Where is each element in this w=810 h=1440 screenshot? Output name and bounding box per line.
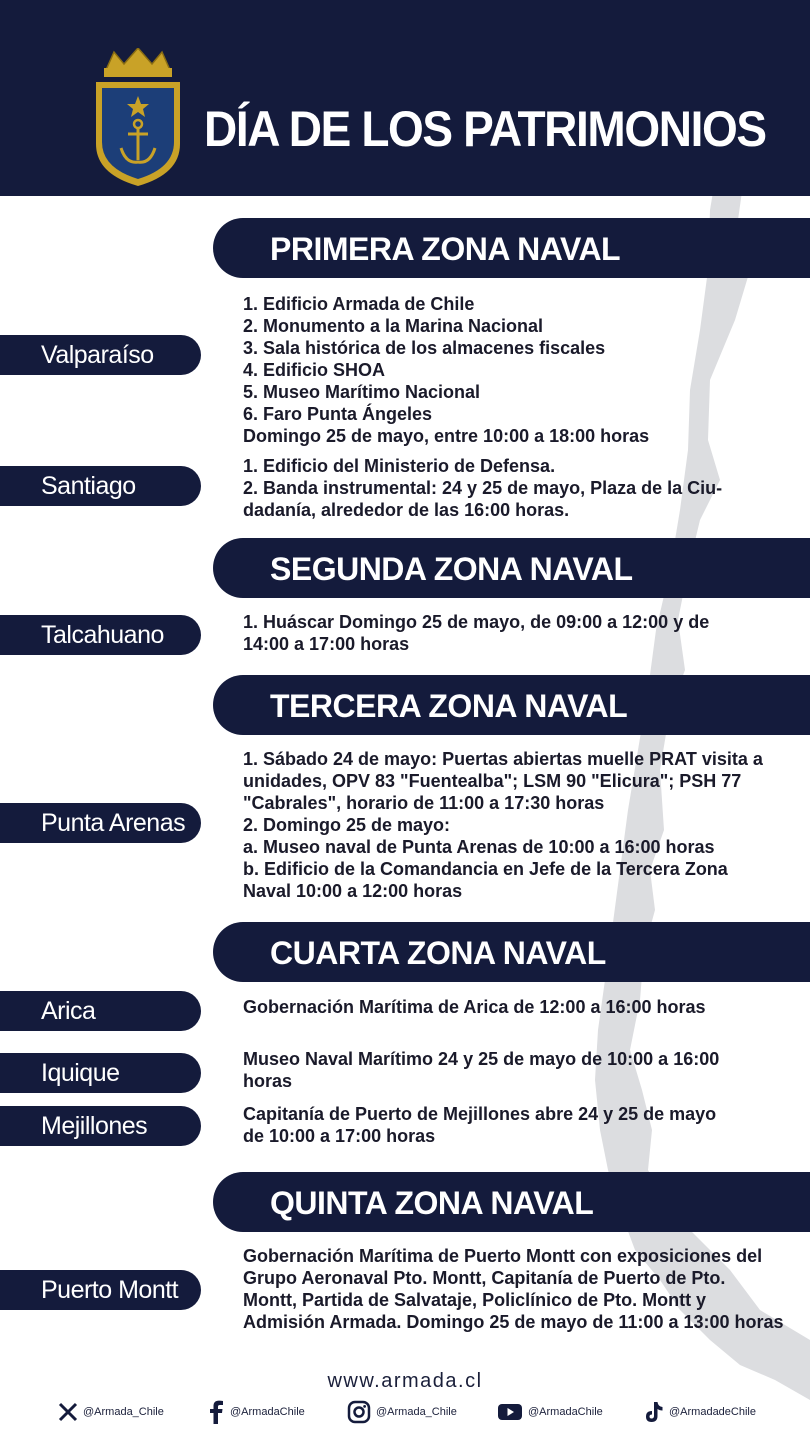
youtube-icon (497, 1402, 523, 1422)
social-x[interactable] (58, 1398, 164, 1426)
zone-banner-tercera (213, 675, 810, 735)
detail-line: Montt, Partida de Salvataje, Policlínico de Pto. Montt y (243, 1290, 707, 1310)
city-tab-iquique: Iquique (0, 1053, 201, 1093)
arica-details (243, 996, 798, 1018)
talcahuano-details (243, 611, 798, 655)
puerto-montt-details (243, 1245, 798, 1333)
punta-arenas-details (243, 748, 798, 902)
zone-title: TERCERA ZONA NAVAL (270, 688, 628, 724)
detail-line: Grupo Aeronaval Pto. Montt, Capitanía de Puerto de Pto. (243, 1268, 726, 1288)
detail-line: 5. Museo Marítimo Nacional (243, 382, 481, 402)
detail-line: 2. Banda instrumental: 24 y 25 de mayo, Plaza de la Ciu- (243, 478, 723, 498)
detail-line: horas (243, 1071, 293, 1091)
zone-banner-cuarta (213, 922, 810, 982)
social-handle: @Armada_Chile (83, 1406, 164, 1418)
detail-line: a. Museo naval de Punta Arenas de 10:00 a 16:00 horas (243, 837, 715, 857)
detail-line: dadanía, alrededor de las 16:00 horas. (243, 500, 570, 520)
city-tab-valparaiso: Valparaíso (0, 335, 201, 375)
city-tab-puerto-montt: Puerto Montt (0, 1270, 201, 1310)
detail-line: 4. Edificio SHOA (243, 360, 386, 380)
zone-title: CUARTA ZONA NAVAL (270, 935, 606, 971)
social-facebook[interactable] (207, 1398, 305, 1426)
social-handle: @ArmadadeChile (669, 1406, 756, 1418)
social-tiktok[interactable] (644, 1398, 756, 1426)
zone-banner-segunda (213, 538, 810, 598)
website-link[interactable]: www.armada.cl (327, 1370, 483, 1392)
instagram-icon (347, 1400, 371, 1424)
detail-line: 1. Sábado 24 de mayo: Puertas abiertas muelle PRAT visita a (243, 749, 763, 769)
detail-line: unidades, OPV 83 "Fuentealba"; LSM 90 "Elicura"; PSH 77 (243, 771, 742, 791)
santiago-details (243, 455, 798, 521)
detail-line: b. Edificio de la Comandancia en Jefe de la Tercera Zona (243, 859, 728, 879)
detail-line: Domingo 25 de mayo, entre 10:00 a 18:00 horas (243, 426, 650, 446)
social-handle: @Armada_Chile (376, 1406, 457, 1418)
city-tab-punta-arenas: Punta Arenas (0, 803, 201, 843)
detail-line: 3. Sala histórica de los almacenes fiscales (243, 338, 606, 358)
header-banner (0, 0, 810, 196)
page-title: DÍA DE LOS PATRIMONIOS (204, 101, 766, 157)
iquique-details (243, 1048, 798, 1092)
zone-title: SEGUNDA ZONA NAVAL (270, 551, 633, 587)
detail-line: 2. Domingo 25 de mayo: (243, 815, 451, 835)
detail-line: Museo Naval Marítimo 24 y 25 de mayo de 10:00 a 16:00 (243, 1049, 720, 1069)
detail-line: 1. Huáscar Domingo 25 de mayo, de 09:00 a 12:00 y de (243, 612, 710, 632)
zone-banner-quinta (213, 1172, 810, 1232)
detail-line: 14:00 a 17:00 horas (243, 634, 410, 654)
valparaiso-details (243, 293, 798, 447)
detail-line: 2. Monumento a la Marina Nacional (243, 316, 544, 336)
detail-line: 6. Faro Punta Ángeles (243, 404, 433, 424)
mejillones-details (243, 1103, 798, 1147)
detail-line: 1. Edificio del Ministerio de Defensa. (243, 456, 556, 476)
detail-line: 1. Edificio Armada de Chile (243, 294, 475, 314)
detail-line: Gobernación Marítima de Arica de 12:00 a 16:00 horas (243, 997, 706, 1017)
city-tab-talcahuano: Talcahuano (0, 615, 201, 655)
zone-title: PRIMERA ZONA NAVAL (270, 231, 621, 267)
tiktok-icon (644, 1401, 664, 1423)
social-instagram[interactable] (347, 1398, 457, 1426)
zone-title: QUINTA ZONA NAVAL (270, 1185, 594, 1221)
detail-line: Admisión Armada. Domingo 25 de mayo de 11:00 a 13:00 horas (243, 1312, 784, 1332)
detail-line: de 10:00 a 17:00 horas (243, 1126, 436, 1146)
zone-banner-primera (213, 218, 810, 278)
armada-crest-logo (88, 48, 188, 188)
detail-line: "Cabrales", horario de 11:00 a 17:30 horas (243, 793, 605, 813)
detail-line: Naval 10:00 a 12:00 horas (243, 881, 463, 901)
x-icon (58, 1402, 78, 1422)
detail-line: Capitanía de Puerto de Mejillones abre 24 y 25 de mayo (243, 1104, 717, 1124)
social-handle: @ArmadaChile (528, 1406, 603, 1418)
facebook-icon (207, 1400, 225, 1424)
social-youtube[interactable] (497, 1398, 603, 1426)
city-tab-arica: Arica (0, 991, 201, 1031)
city-tab-santiago: Santiago (0, 466, 201, 506)
detail-line: Gobernación Marítima de Puerto Montt con exposiciones del (243, 1246, 763, 1266)
city-tab-mejillones: Mejillones (0, 1106, 201, 1146)
social-handle: @ArmadaChile (230, 1406, 305, 1418)
